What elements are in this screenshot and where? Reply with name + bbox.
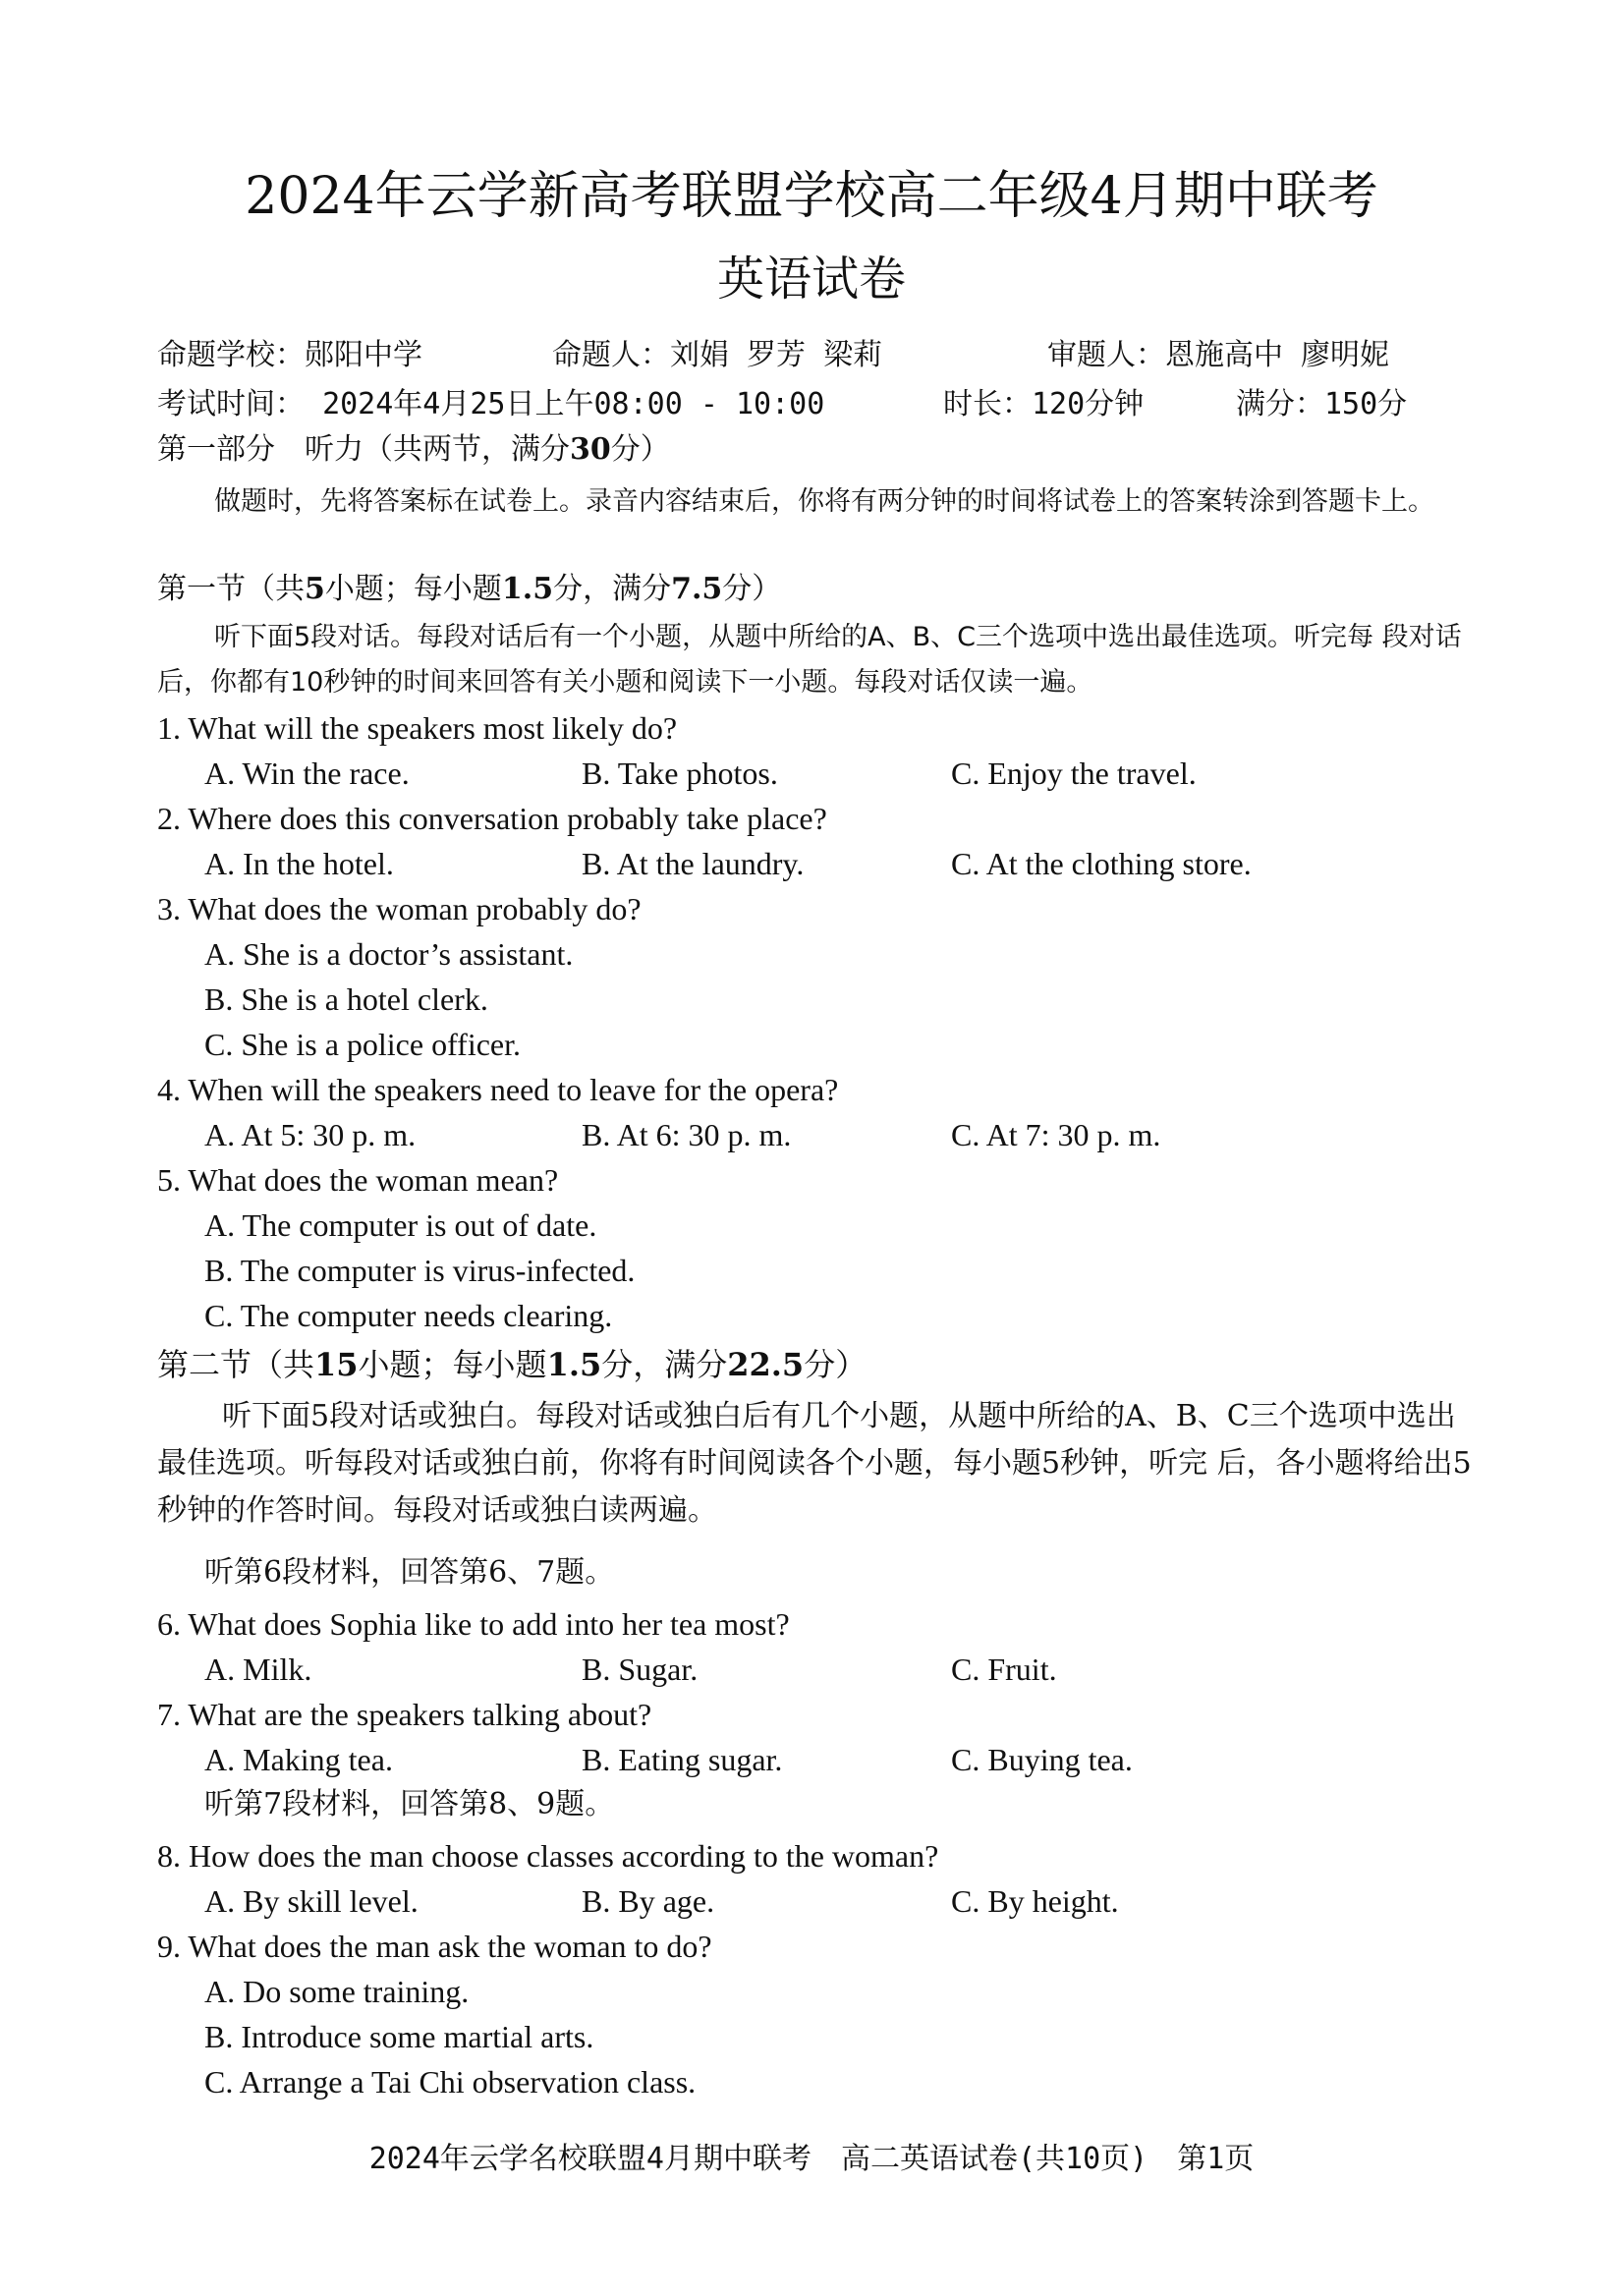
section1-heading: 第一节（共5小题；每小题1.5分，满分7.5分） xyxy=(157,572,782,606)
school-label: 命题学校： xyxy=(157,338,305,372)
option-b: B. At 6: 30 p. m. xyxy=(582,1117,792,1152)
option-c: C. She is a police officer. xyxy=(204,1027,521,1062)
question-8: 8. How does the man choose classes according to the woman? xyxy=(157,1838,939,1874)
option-c: C. Enjoy the travel. xyxy=(951,756,1197,791)
exam-time-info xyxy=(157,385,824,424)
option-b: B. Sugar. xyxy=(582,1652,699,1687)
option-a: A. In the hotel. xyxy=(204,846,394,881)
exam-subtitle: 英语试卷 xyxy=(716,252,906,307)
option-a: A. Milk. xyxy=(204,1652,312,1687)
score-info xyxy=(1236,385,1407,424)
option-b: B. At the laundry. xyxy=(582,846,805,881)
question-9: 9. What does the man ask the woman to do? xyxy=(157,1929,712,1964)
duration-label: 时长： xyxy=(943,387,1032,421)
part1-heading: 第一部分 听力（共两节，满分30分） xyxy=(157,432,670,467)
score-value: 150分 xyxy=(1324,387,1408,421)
question-5: 5. What does the woman mean? xyxy=(157,1162,559,1198)
option-a: A. The computer is out of date. xyxy=(204,1207,597,1243)
option-c: C. At 7: 30 p. m. xyxy=(951,1117,1161,1152)
author-label: 命题人： xyxy=(552,338,670,372)
section2-instructions: 听下面5段对话或独白。每段对话或独白后有几个小题，从题中所给的A、B、C三个选项中选出最佳选项。听每段对话或独白前，你将有时间阅读各个小题，每小题5秒钟，听完 后，各小题将给出5秒钟的作答时间。每段对话或独白读两遍。 xyxy=(157,1399,1472,1528)
option-b: B. The computer is virus-infected. xyxy=(204,1253,636,1288)
author-info xyxy=(552,336,882,375)
question-4: 4. When will the speakers need to leave for the opera? xyxy=(157,1072,839,1107)
section2-heading: 第二节（共15小题；每小题1.5分，满分22.5分） xyxy=(157,1346,867,1383)
school-info xyxy=(157,336,422,375)
duration-info xyxy=(943,385,1144,424)
option-a: A. Making tea. xyxy=(204,1742,393,1777)
question-3: 3. What does the woman probably do? xyxy=(157,891,642,926)
option-a: A. At 5: 30 p. m. xyxy=(204,1117,417,1152)
option-b: B. By age. xyxy=(582,1883,715,1919)
score-label: 满分： xyxy=(1236,387,1324,421)
reviewer-label: 审题人： xyxy=(1047,338,1165,372)
section1-instructions: 听下面5段对话。每段对话后有一个小题，从题中所给的A、B、C三个选项中选出最佳选项。听完每 段对话后，你都有10秒钟的时间来回答有关小题和阅读下一小题。每段对话仅读一遍。 xyxy=(157,622,1462,698)
material-6-note: 听第6段材料，回答第6、7题。 xyxy=(204,1555,615,1590)
author-value: 刘娟 罗芳 梁莉 xyxy=(670,338,883,372)
option-b: B. Introduce some martial arts. xyxy=(204,2019,594,2054)
question-6: 6. What does Sophia like to add into her tea most? xyxy=(157,1606,790,1642)
duration-value: 120分钟 xyxy=(1032,387,1145,421)
reviewer-info xyxy=(1047,336,1389,375)
option-b: B. She is a hotel clerk. xyxy=(204,981,488,1017)
page-footer: 2024年云学名校联盟4月期中联考 高二英语试卷(共10页) 第1页 xyxy=(368,2142,1255,2176)
option-c: C. Arrange a Tai Chi observation class. xyxy=(204,2064,697,2100)
option-c: C. Fruit. xyxy=(951,1652,1057,1687)
part1-instructions: 做题时，先将答案标在试卷上。录音内容结束后，你将有两分钟的时间将试卷上的答案转涂到答题卡上。 xyxy=(214,486,1434,517)
option-a: A. She is a doctor’s assistant. xyxy=(204,936,574,972)
option-c: C. By height. xyxy=(951,1883,1119,1919)
exam-title: 2024年云学新高考联盟学校高二年级4月期中联考 xyxy=(245,167,1378,226)
question-7: 7. What are the speakers talking about? xyxy=(157,1697,652,1732)
question-1: 1. What will the speakers most likely do? xyxy=(157,710,678,746)
option-a: A. Win the race. xyxy=(204,756,410,791)
option-a: A. Do some training. xyxy=(204,1974,470,2009)
option-a: A. By skill level. xyxy=(204,1883,419,1919)
reviewer-value: 恩施高中 廖明妮 xyxy=(1165,338,1390,372)
option-c: C. Buying tea. xyxy=(951,1742,1133,1777)
option-c: C. At the clothing store. xyxy=(951,846,1252,881)
time-value: 2024年4月25日上午08:00 - 10:00 xyxy=(322,387,825,421)
question-2: 2. Where does this conversation probably take place? xyxy=(157,801,827,836)
school-value: 郧阳中学 xyxy=(305,338,422,372)
option-b: B. Take photos. xyxy=(582,756,778,791)
option-c: C. The computer needs clearing. xyxy=(204,1298,613,1333)
material-7-note: 听第7段材料，回答第8、9题。 xyxy=(204,1787,615,1821)
time-label: 考试时间： xyxy=(157,387,305,421)
option-b: B. Eating sugar. xyxy=(582,1742,783,1777)
